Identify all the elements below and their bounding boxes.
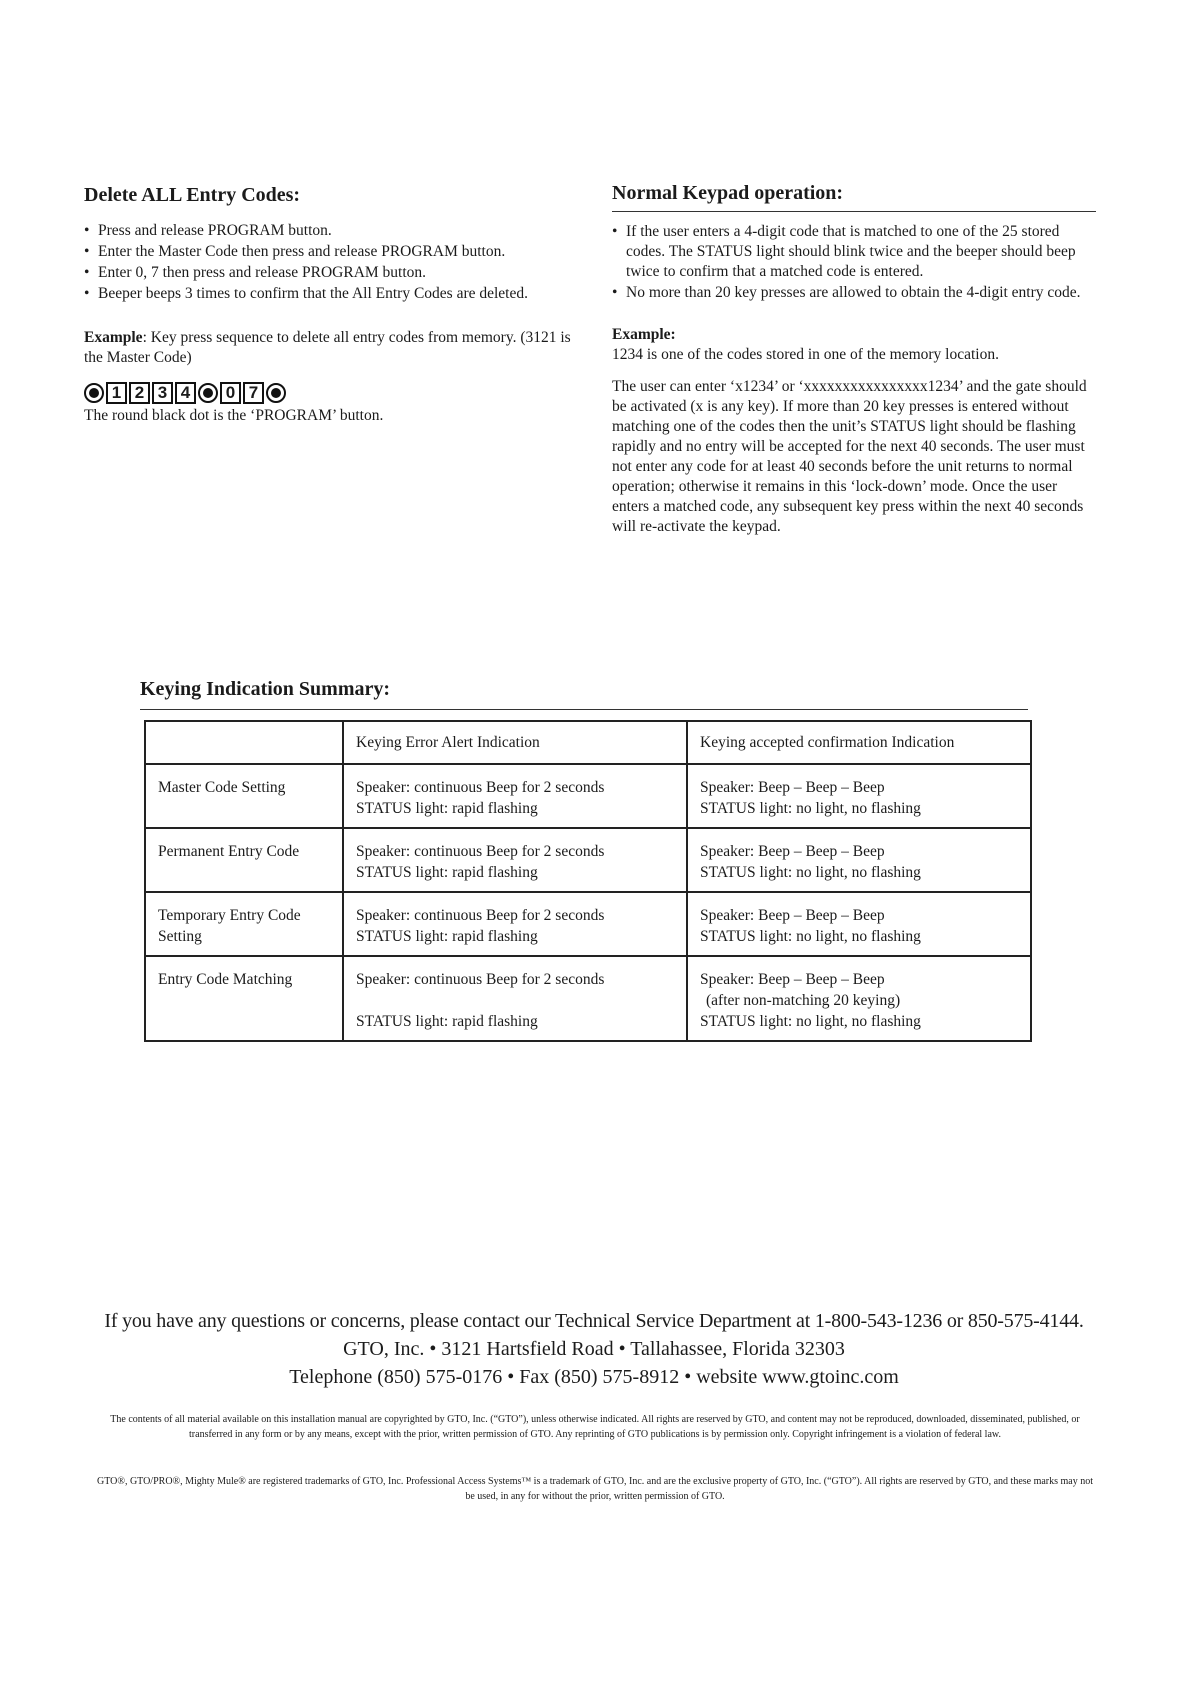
header-cell: Keying Error Alert Indication [343, 721, 687, 764]
delete-all-example [84, 328, 574, 368]
cell-line: Speaker: Beep – Beep – Beep [700, 907, 885, 924]
list-item: • Press and release PROGRAM button. [84, 221, 574, 241]
table-header-row [145, 721, 1031, 764]
list-item: • Enter 0, 7 then press and release PROGRAM button. [84, 263, 574, 283]
ok-cell [687, 764, 1031, 828]
normal-operation-paragraph: The user can enter ‘x1234’ or ‘xxxxxxxxxxxxxxxx1234’ and the gate should be activated (x is any key). If more than 20 key presses is entered without matching one of the codes then the unit’s STATUS light should be flashing rapidly and no entry will be accepted for the next 40 seconds. The user must not enter any code for at least 40 seconds before the unit returns to normal operation; otherwise it remains in this ‘lock-down’ mode. Once the user enters a matched code, any subsequent key press within the next 40 seconds will re-activate the keypad. [612, 378, 1087, 535]
example-label: Example [84, 329, 143, 346]
cell-line: STATUS light: no light, no flashing [700, 864, 921, 881]
row-label: Temporary Entry Code Setting [145, 892, 343, 956]
ok-cell [687, 828, 1031, 892]
error-cell [343, 764, 687, 828]
normal-example-line: 1234 is one of the codes stored in one of the memory location. [612, 346, 999, 363]
row-label: Entry Code Matching [145, 956, 343, 1041]
key-0: 0 [220, 382, 241, 404]
cell-line: Speaker: continuous Beep for 2 seconds [356, 779, 605, 796]
key-1: 1 [106, 382, 127, 404]
trademark-notice: GTO®, GTO/PRO®, Mighty Mule® are registered trademarks of GTO, Inc. Professional Access Systems™ is a trademark of GTO, Inc. and are the exclusive property of GTO, Inc. (“GTO”). All rights are reserved by GTO, and these marks may not be used, in any for without the prior, written permission of GTO. [96, 1476, 1094, 1502]
ok-cell [687, 892, 1031, 956]
error-cell [343, 892, 687, 956]
normal-operation-section [612, 182, 1096, 537]
row-label: Master Code Setting [145, 764, 343, 828]
program-button-icon [198, 383, 218, 403]
delete-all-steps [84, 221, 574, 304]
cell-line: STATUS light: rapid flashing [356, 1013, 538, 1030]
footer-contact [0, 1308, 1188, 1391]
list-item: • Beeper beeps 3 times to confirm that the All Entry Codes are deleted. [84, 284, 574, 304]
cell-line: STATUS light: no light, no flashing [700, 800, 921, 817]
example-text: : Key press sequence to delete all entry codes from memory. (3121 is the Master Code) [84, 329, 571, 366]
normal-operation-title: Normal Keypad operation: [612, 182, 1096, 212]
key-3: 3 [152, 382, 173, 404]
cell-line: STATUS light: rapid flashing [356, 928, 538, 945]
cell-line: Speaker: Beep – Beep – Beep [700, 971, 885, 988]
cell-line: Speaker: continuous Beep for 2 seconds [356, 971, 605, 988]
ok-cell [687, 956, 1031, 1041]
table-row [145, 764, 1031, 828]
list-item: • If the user enters a 4-digit code that is matched to one of the 25 stored codes. The STATUS light should blink twice and the beeper should beep twice to confirm that a matched code is entered. [612, 222, 1096, 282]
delete-all-section [84, 184, 574, 426]
footer-address: GTO, Inc. • 3121 Hartsfield Road • Tallahassee, Florida 32303 [343, 1338, 845, 1360]
key-2: 2 [129, 382, 150, 404]
footer-contact-line: Telephone (850) 575-0176 • Fax (850) 575-8912 • website www.gtoinc.com [289, 1366, 899, 1388]
list-item: • No more than 20 key presses are allowed to obtain the 4-digit entry code. [612, 283, 1096, 303]
row-label: Permanent Entry Code [145, 828, 343, 892]
keying-summary-table [144, 720, 1032, 1042]
cell-line: STATUS light: rapid flashing [356, 800, 538, 817]
cell-line: Speaker: continuous Beep for 2 seconds [356, 907, 605, 924]
cell-line: STATUS light: no light, no flashing [700, 1013, 921, 1030]
copyright-notice: The contents of all material available on this installation manual are copyrighted by GTO, Inc. (“GTO”), unless otherwise indicated. All rights are reserved by GTO, and content may not be reproduced, downloaded, disseminated, published, or transferred in any form or by any means, except with the prior, written permission of GTO. Any reprinting of GTO publications is by permission only. Copyright infringement is a violation of federal law. [110, 1414, 1080, 1440]
key-4: 4 [175, 382, 196, 404]
table-row [145, 828, 1031, 892]
cell-line: STATUS light: rapid flashing [356, 864, 538, 881]
normal-operation-list [612, 222, 1096, 303]
cell-line: (after non-matching 20 keying) [706, 992, 901, 1009]
cell-line: Speaker: continuous Beep for 2 seconds [356, 843, 605, 860]
program-button-icon [266, 383, 286, 403]
header-cell: Keying accepted confirmation Indication [687, 721, 1031, 764]
cell-line: STATUS light: no light, no flashing [700, 928, 921, 945]
sequence-note: The round black dot is the ‘PROGRAM’ button. [84, 407, 384, 424]
error-cell [343, 828, 687, 892]
table-row [145, 956, 1031, 1041]
program-button-icon [84, 383, 104, 403]
footer-questions: If you have any questions or concerns, please contact our Technical Service Department at 1-800-543-1236 or 850-575-4144. [104, 1310, 1084, 1332]
error-cell [343, 956, 687, 1041]
table-row [145, 892, 1031, 956]
summary-title: Keying Indication Summary: [140, 678, 1028, 710]
list-item: • Enter the Master Code then press and release PROGRAM button. [84, 242, 574, 262]
key-sequence [84, 382, 574, 404]
key-7: 7 [243, 382, 264, 404]
normal-example-label: Example: [612, 326, 676, 343]
cell-line: Speaker: Beep – Beep – Beep [700, 843, 885, 860]
header-cell [145, 721, 343, 764]
delete-all-title: Delete ALL Entry Codes: [84, 184, 301, 206]
cell-line: Speaker: Beep – Beep – Beep [700, 779, 885, 796]
